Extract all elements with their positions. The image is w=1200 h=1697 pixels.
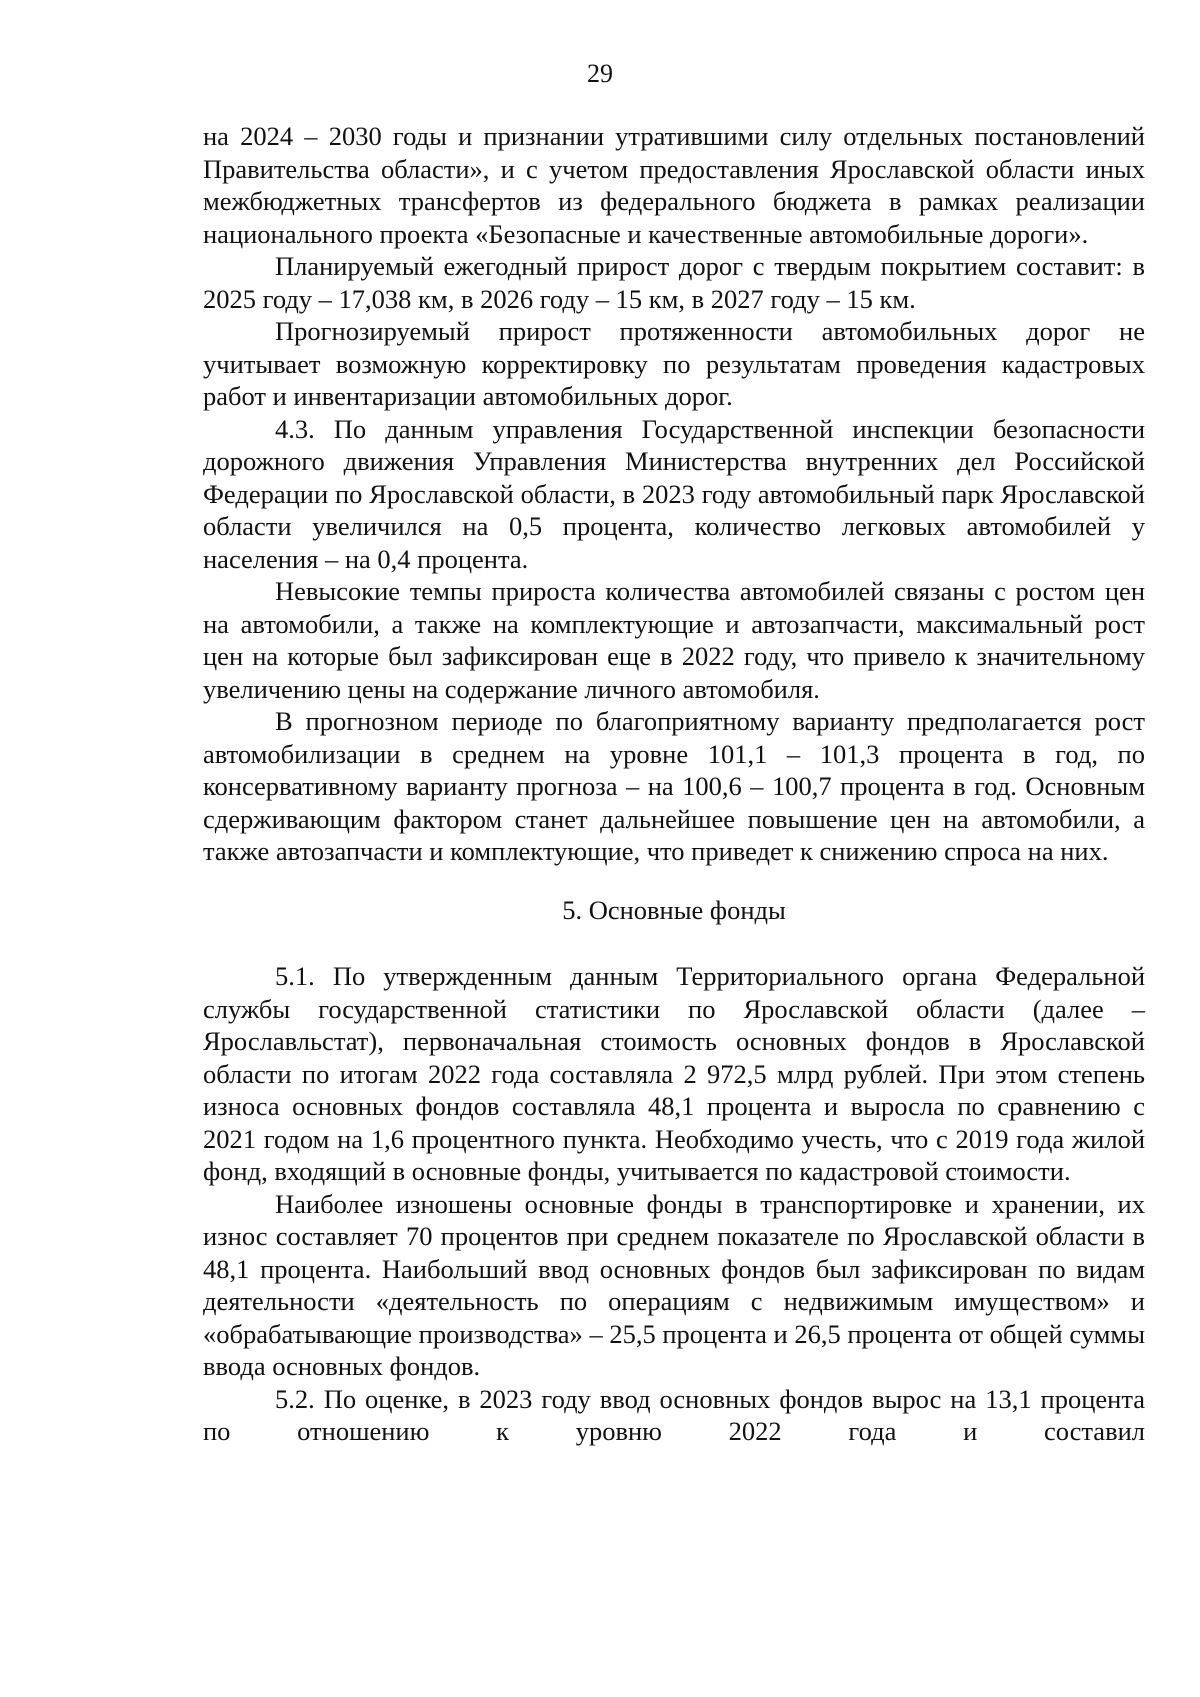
paragraph-section-4-3: 4.3. По данным управления Государственной инспекции безопасности дорожного движения Управления Министерства внутренних дел Российской Федерации по Ярославской области, в 2023 году автомобильный парк Ярославской области увеличился на 0,5 процента, количество легковых автомобилей у населения – на 0,4 процента.: [203, 413, 1145, 574]
paragraph-road-forecast: Прогнозируемый прирост протяженности автомобильных дорог не учитывает возможную корректировку по результатам проведения кадастровых работ и инвентаризации автомобильных дорог.: [203, 316, 1145, 411]
paragraph-section-5-2: 5.2. По оценке, в 2023 году ввод основных фондов вырос на 13,1 процента по отношению к уровню 2022 года и составил: [203, 1383, 1145, 1446]
paragraph-car-growth: Невысокие темпы прироста количества автомобилей связаны с ростом цен на автомобили, а также на комплектующие и автозапчасти, максимальный рост цен на которые был зафиксирован еще в 2022 году, что привело к значительному увеличению цены на содержание личного автомобиля.: [203, 576, 1145, 704]
page-number: 29: [587, 59, 613, 88]
paragraph-road-growth: Планируемый ежегодный прирост дорог с твердым покрытием составит: в 2025 году – 17,038 км, в 2026 году – 15 км, в 2027 году – 15 км.: [203, 251, 1145, 314]
paragraph-continuation: на 2024 – 2030 годы и признании утратившими силу отдельных постановлений Правительства области», и с учетом предоставления Ярославской области иных межбюджетных трансфертов из федерального бюджета в рамках реализации национального проекта «Безопасные и качественные автомобильные дороги».: [203, 121, 1145, 249]
section-title: 5. Основные фонды: [562, 894, 786, 925]
paragraph-motorization-forecast: В прогнозном периоде по благоприятному варианту предполагается рост автомобилизации в среднем на уровне 101,1 – 101,3 процента в год, по консервативному варианту прогноза – на 100,6 – 100,7 процента в год. Основным сдерживающим фактором станет дальнейшее повышение цен на автомобили, а также автозапчасти и комплектующие, что приведет к снижению спроса на них.: [203, 706, 1145, 866]
document-body: [203, 120, 1145, 1448]
paragraph-wear-of-assets: Наиболее изношены основные фонды в транспортировке и хранении, их износ составляет 70 процентов при среднем показателе по Ярославской области в 48,1 процента. Наибольший ввод основных фондов был зафиксирован по видам деятельности «деятельность по операциям с недвижимым имуществом» и «обрабатывающие производства» – 25,5 процента и 26,5 процента от общей суммы ввода основных фондов.: [203, 1188, 1145, 1381]
paragraph-section-5-1: 5.1. По утвержденным данным Территориального органа Федеральной службы государственной статистики по Ярославской области (далее – Ярославльстат), первоначальная стоимость основных фондов в Ярославской области по итогам 2022 года составляла 2 972,5 млрд рублей. При этом степень износа основных фондов составляла 48,1 процента и выросла по сравнению с 2021 годом на 1,6 процентного пункта. Необходимо учесть, что с 2019 года жилой фонд, входящий в основные фонды, учитывается по кадастровой стоимости.: [203, 961, 1145, 1186]
